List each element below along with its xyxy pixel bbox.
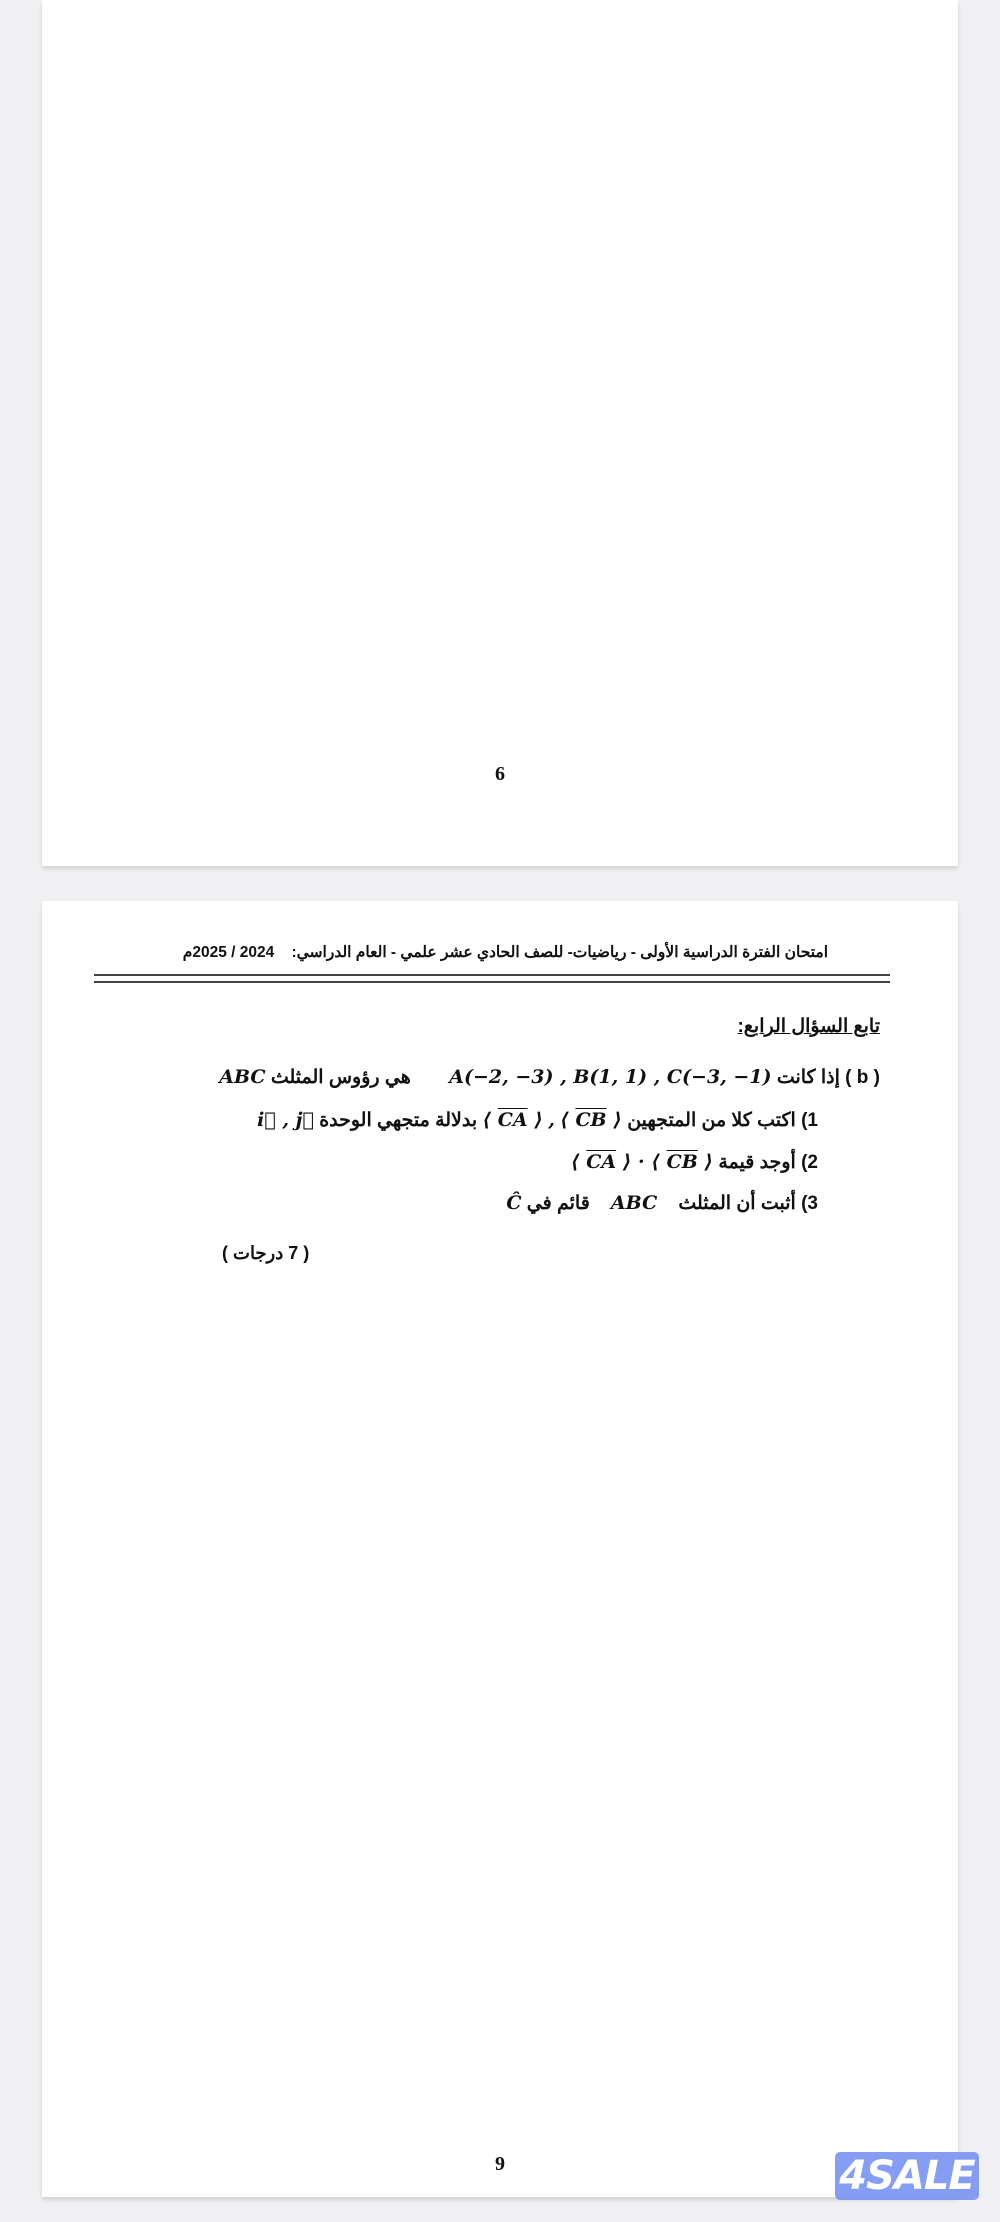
item-text: أثبت أن المثلث <box>678 1193 796 1214</box>
page-number: 6 <box>495 763 505 785</box>
triangle-vertices: A(−2, −3) , B(1, 1) , C(−3, −1) <box>449 1066 772 1088</box>
marks-label: ( 7 درجات ) <box>222 1243 310 1263</box>
sub-question-1: 1) اكتب كلا من المتجهين ⟨ $\overline{CB}$ ⟩ , ⟨ $\overline{CA}$ ⟩ بدلالة متجهي الوحدة i⃗ , j⃗ <box>257 1109 818 1131</box>
document-page-2 <box>42 901 958 2197</box>
vector-ca: ⟨ $\overline{CA}$ ⟩ <box>482 1109 543 1131</box>
item-text: اكتب كلا من المتجهين <box>627 1110 796 1131</box>
exam-year: 2024 / 2025م <box>182 944 275 961</box>
section-title: تابع السؤال الرابع: <box>737 1016 880 1037</box>
triangle-name: ABC <box>610 1192 658 1214</box>
dot-product-expression: ⟨ $\overline{CA}$ ⟩ · ⟨ $\overline{CB}$ ⟩ <box>570 1151 714 1173</box>
sub-question-2 <box>571 1151 818 1174</box>
item-text-b: قائم في <box>526 1193 590 1214</box>
triangle-name: ABC <box>219 1066 266 1088</box>
item-text-b: بدلالة متجهي الوحدة <box>319 1110 478 1131</box>
question-b-label: ( b ) <box>845 1067 880 1088</box>
document-page-1 <box>42 0 958 866</box>
exam-header-title: امتحان الفترة الدراسية الأولى - رياضيات- للصف الحادي عشر علمي - العام الدراسي: <box>291 944 828 961</box>
question-b-intro: إذا كانت <box>776 1067 840 1088</box>
page-number: 9 <box>495 2153 505 2175</box>
vector-cb: ⟨ $\overline{CB}$ ⟩ <box>560 1109 622 1131</box>
item-number: 2) <box>801 1152 818 1173</box>
item-number: 3) <box>801 1193 818 1214</box>
item-number: 1) <box>801 1110 818 1131</box>
sub-question-3 <box>506 1192 818 1215</box>
question-b <box>219 1066 880 1089</box>
item-text: أوجد قيمة <box>718 1152 796 1173</box>
header-double-rule <box>94 974 890 983</box>
exam-header <box>128 943 828 962</box>
watermark-logo: 4SALE <box>835 2152 979 2200</box>
question-b-suffix: هي رؤوس المثلث <box>270 1067 411 1088</box>
unit-vectors: i⃗ , j⃗ <box>257 1109 314 1131</box>
angle-c: Ĉ <box>506 1192 522 1214</box>
